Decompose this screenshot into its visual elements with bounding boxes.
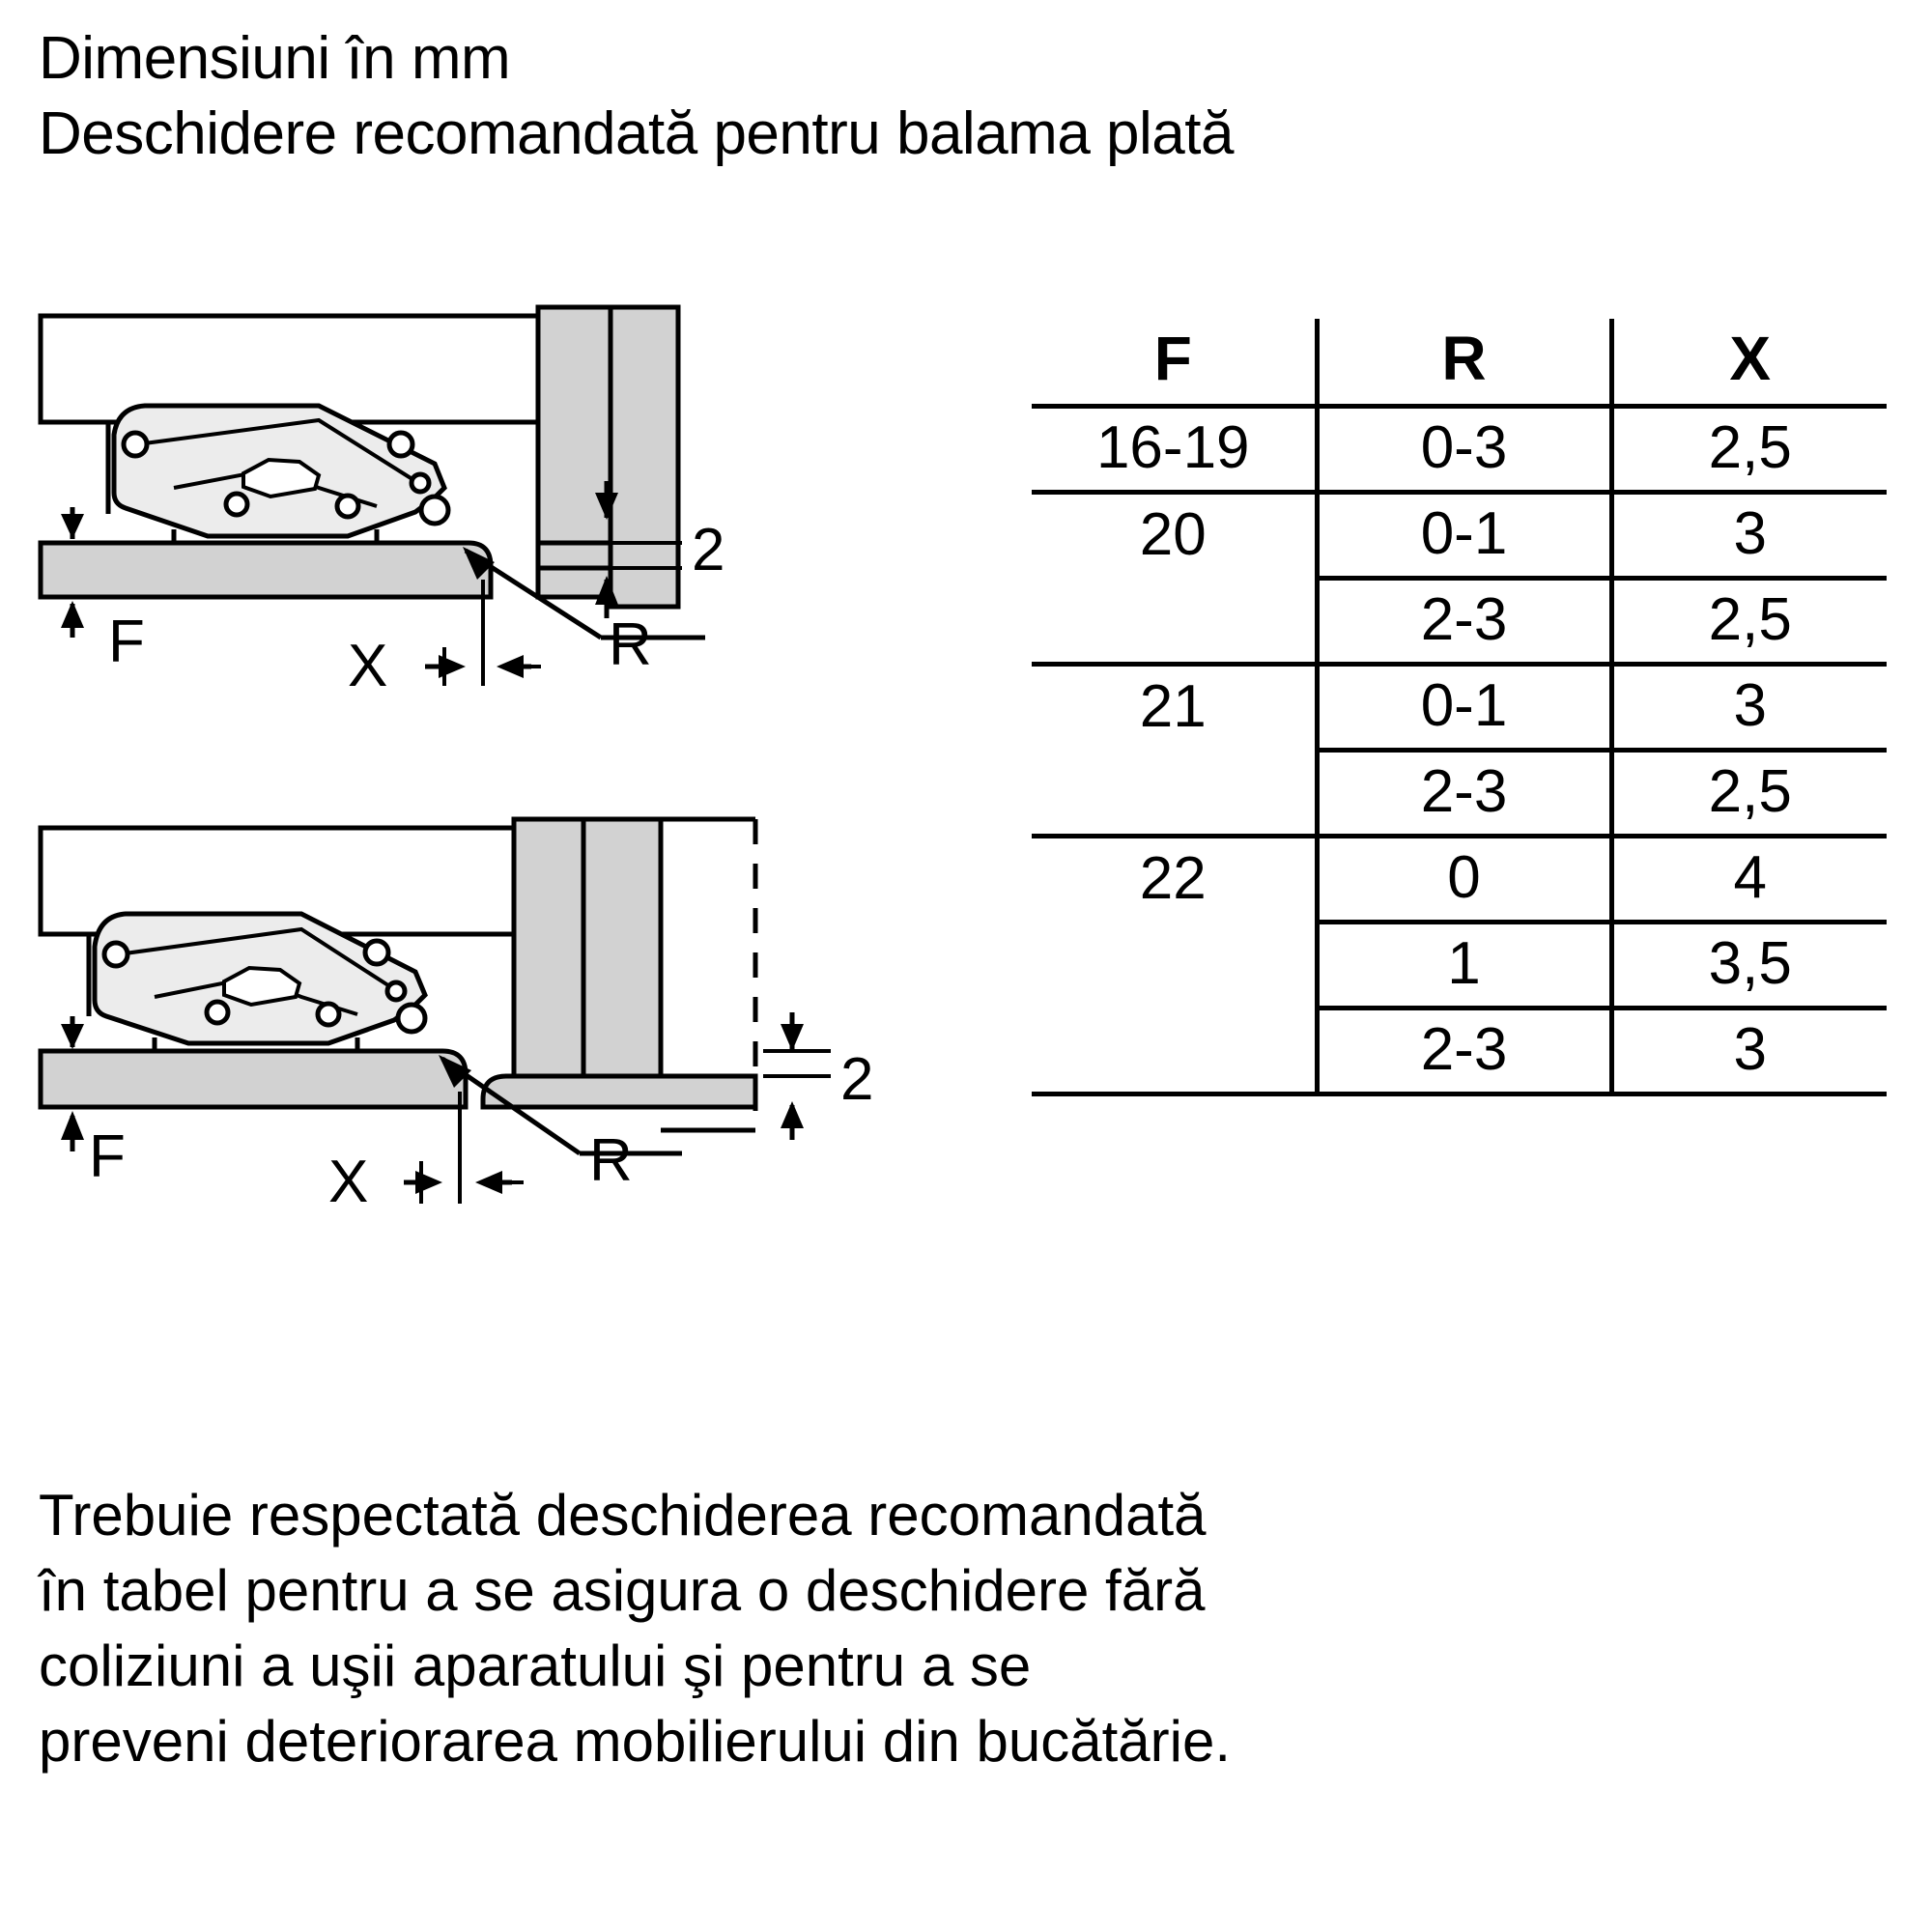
label-x-bottom: X xyxy=(328,1149,369,1215)
cell-x: 3 xyxy=(1611,665,1887,751)
diagram-top-svg xyxy=(29,290,927,792)
cell-r: 2-3 xyxy=(1317,751,1611,837)
cell-f: 20 xyxy=(1032,493,1317,579)
door-panel-gray-2 xyxy=(514,819,583,1099)
cell-f: 22 xyxy=(1032,837,1317,923)
cell-f xyxy=(1032,923,1317,1009)
r-arrow-head-2 xyxy=(475,1171,502,1194)
cell-f xyxy=(1032,1009,1317,1094)
footer-line-4: preveni deteriorarea mobilierului din bucătărie. xyxy=(39,1709,1232,1774)
door-board-gray-2 xyxy=(41,1051,466,1107)
cell-f xyxy=(1032,579,1317,665)
label-gap-bottom: 2 xyxy=(840,1046,874,1113)
dimension-table xyxy=(1032,319,1887,1096)
hinge-pivot-2b xyxy=(207,1002,228,1023)
hinge-pivot-3b xyxy=(318,1004,339,1025)
cell-x: 2,5 xyxy=(1611,407,1887,493)
hinge-pivot-2 xyxy=(226,494,247,515)
title-line-1: Dimensiuni în mm xyxy=(39,25,511,92)
door-board-gray xyxy=(41,543,491,597)
f-arrow-lower-head xyxy=(61,601,84,628)
footer-line-3: coliziuni a uşii aparatului şi pentru a se xyxy=(39,1634,1032,1698)
gap-arrow-upper-head-2 xyxy=(781,1024,804,1051)
hinge-pivot-6 xyxy=(421,497,448,524)
hinge-pivot-1b xyxy=(104,943,128,966)
column-header-x: X xyxy=(1611,319,1887,407)
hinge-pivot-4b xyxy=(365,941,388,964)
f-arrow-upper-head xyxy=(61,514,84,539)
cell-r: 0 xyxy=(1317,837,1611,923)
f-arrow-lower-head-2 xyxy=(61,1111,84,1140)
cell-r: 2-3 xyxy=(1317,579,1611,665)
label-f-bottom: F xyxy=(89,1123,126,1190)
cell-x: 3 xyxy=(1611,493,1887,579)
table-header-row xyxy=(1032,319,1887,407)
hinge-pivot-5b xyxy=(387,982,405,1000)
x-arrow-head xyxy=(439,655,466,678)
hinge-pivot-5 xyxy=(412,474,429,492)
diagram-bottom xyxy=(29,802,927,1314)
f-arrow-upper-head-2 xyxy=(61,1024,84,1049)
cell-x: 4 xyxy=(1611,837,1887,923)
diagram-top xyxy=(29,290,927,792)
cell-f: 16-19 xyxy=(1032,407,1317,493)
footer-line-1: Trebuie respectată deschiderea recomandată xyxy=(39,1483,1207,1548)
gap-arrow-lower-head-2 xyxy=(781,1101,804,1128)
table-row xyxy=(1032,837,1887,923)
cell-r: 1 xyxy=(1317,923,1611,1009)
page-title xyxy=(39,21,1874,172)
table-row xyxy=(1032,493,1887,579)
column-header-f: F xyxy=(1032,319,1317,407)
cell-f: 21 xyxy=(1032,665,1317,751)
cell-f xyxy=(1032,751,1317,837)
label-gap-top: 2 xyxy=(692,517,725,583)
door-front-gray-2 xyxy=(583,819,661,1099)
label-r-bottom: R xyxy=(589,1127,633,1194)
table-row xyxy=(1032,579,1887,665)
label-x-top: X xyxy=(348,633,388,699)
door-front-gray xyxy=(611,307,678,607)
cell-r: 0-1 xyxy=(1317,493,1611,579)
cell-x: 3 xyxy=(1611,1009,1887,1094)
hinge-pivot-1 xyxy=(124,433,147,456)
hinge-link-2 xyxy=(224,968,299,1005)
title-line-2: Deschidere recomandată pentru balama plată xyxy=(39,100,1234,167)
cell-x: 2,5 xyxy=(1611,579,1887,665)
diagram-bottom-svg xyxy=(29,802,927,1314)
footer-note xyxy=(39,1478,1913,1779)
table-row xyxy=(1032,1009,1887,1094)
footer-line-2: în tabel pentru a se asigura o deschidere fără xyxy=(39,1558,1206,1623)
cell-x: 2,5 xyxy=(1611,751,1887,837)
gap-indicator-block xyxy=(538,543,611,568)
hinge-pivot-4 xyxy=(389,433,412,456)
cell-x: 3,5 xyxy=(1611,923,1887,1009)
hinge-link xyxy=(243,460,319,497)
table-row xyxy=(1032,751,1887,837)
table-row xyxy=(1032,665,1887,751)
hinge-pivot-6b xyxy=(398,1005,425,1032)
dimension-table-wrapper xyxy=(1032,319,1887,1096)
r-arrow-head xyxy=(497,655,524,678)
label-r-top: R xyxy=(609,611,652,678)
x-arrow-head-2 xyxy=(415,1171,442,1194)
cell-r: 0-3 xyxy=(1317,407,1611,493)
table-row xyxy=(1032,923,1887,1009)
table-row xyxy=(1032,407,1887,493)
panel-board-gray-right xyxy=(483,1076,755,1107)
cell-r: 0-1 xyxy=(1317,665,1611,751)
label-f-top: F xyxy=(108,609,145,675)
column-header-r: R xyxy=(1317,319,1611,407)
cell-r: 2-3 xyxy=(1317,1009,1611,1094)
hinge-pivot-3 xyxy=(337,496,358,517)
